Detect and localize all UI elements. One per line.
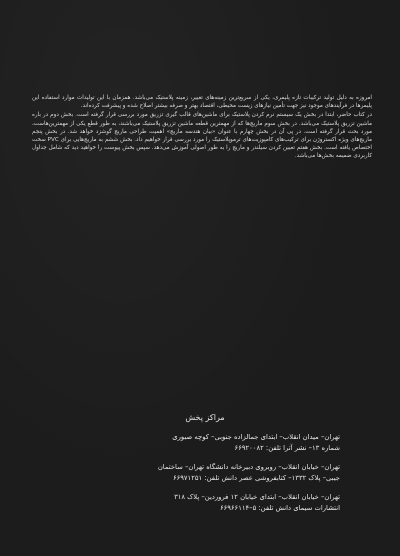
description-paragraph-1: امروزه به دلیل تولید ترکیبات تازه پلیمری، یکی از سریع‌ترین زمینه‌های تغییر، زمینه پلاستیک می‌باشد. همزمان با این تولیدات موارد استفاده این پلیمرها در فرآیندهای موجود نیز جهت تأمین نیازهای زیست محیطی، اقتصاد بهتر و صرفه بیشتر اصلاح شده و پیشرفت کرده‌اند. <box>32 95 372 110</box>
distribution-address-3 <box>70 492 340 513</box>
distribution-title: مراکز پخش <box>185 413 225 422</box>
distribution-address-1 <box>70 432 340 453</box>
distribution-centers <box>70 412 340 522</box>
address-line: انتشارات سیمای دانش تلفن: ۵–۶۶۹۶۶۱۱۴ <box>219 503 340 512</box>
address-line: شماره ۱۳– نشر آترا تلفن: ۶۶۹۲۰۰۸۲ <box>234 443 340 452</box>
address-line: تهران– خیابان انقلاب– ابتدای خیابان ۱۲ فروردین– پلاک ۳۱۸ <box>174 493 340 501</box>
description-paragraph-2: در کتاب حاضر، ابتدا در بخش یک سیستم نرم کردن پلاستیک برای ماشین‌های قالب گیری تزریق مورد بررسی قرار گرفته است. بخش دوم در باره ماشین تزریق پلاستیک می‌باشد. در بخش سوم ماریچ‌ها که از مهمترین قطعه ماشین تزریق پلاستیک می‌باشند، به طور قطع یکی از مهمترین‌هاست، مورد بحث قرار گرفته است. در پی آن در بخش چهارم با عنوان «بیان هندسه ماریچ» اهمیت طراحی ماریچ گوشزد خواهد شد. در بخش پنجم ماریچ‌های ویژه اکستروژن برای ترکیب‌های کامپوزیت‌های ترموپلاستیک را مورد بررسی قرار خواهیم داد. بخش ششم به ماریچ‌هایی برای PVC سخت اختصاص یافته است. بخش هفتم تعیین کردن سیلندر و ماریچ را به طور اصولی آموزش می‌دهد. سپس بخش پیوست را خواهید دید که شامل جداول کاربردی ضمیمه بخش‌ها می‌باشد. <box>32 112 372 160</box>
address-line: تهران– خیابان انقلاب– روبروی دبیرخانه دانشگاه تهران– ساختمان <box>157 463 340 471</box>
address-line: جیبی– پلاک ۱۳۳۲– کتابفروشی عصر دانش تلفن: ۶۶۹۷۱۲۵۱ <box>172 473 340 482</box>
distribution-address-2 <box>70 462 340 483</box>
address-line: تهران– میدان انقلاب– ابتدای جمالزاده جنوبی– کوچه صبوری <box>172 433 340 441</box>
book-description <box>32 94 372 161</box>
